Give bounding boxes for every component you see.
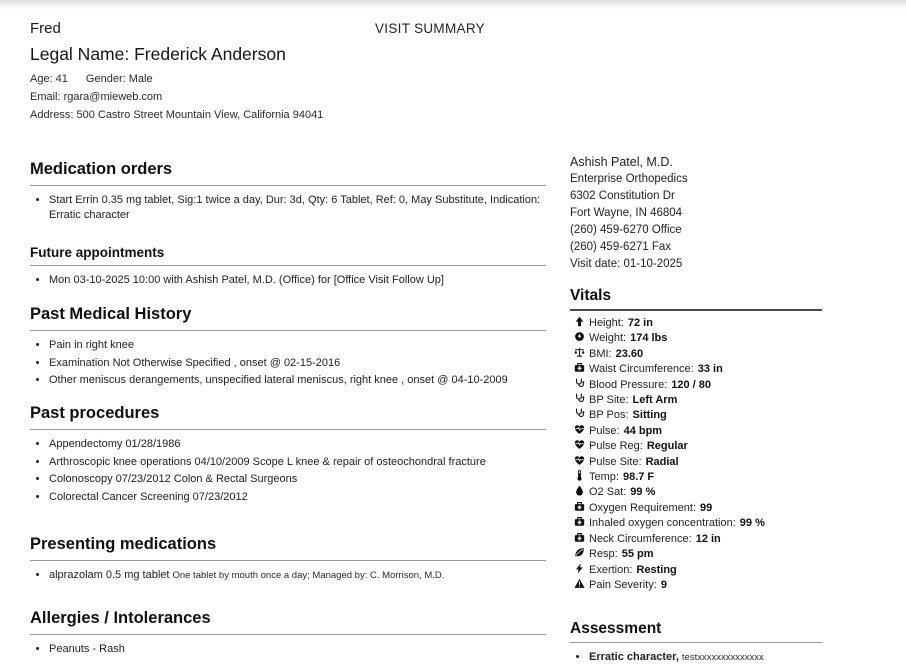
medical-bag-icon xyxy=(574,532,585,543)
section-title: Presenting medications xyxy=(30,535,546,561)
vital-pulse: Pulse: 44 bpm xyxy=(574,424,822,439)
vital-bp-site: BP Site: Left Arm xyxy=(574,393,822,408)
section-medication-orders xyxy=(30,160,546,223)
assessment-title: Assessment xyxy=(570,620,822,643)
vitals-list xyxy=(570,316,822,593)
leaf-icon xyxy=(574,547,585,558)
patient-email-line: Email: rgara@mieweb.com xyxy=(30,91,163,103)
vital-pain-severity: Pain Severity: 9 xyxy=(574,578,822,593)
droplet-icon xyxy=(574,485,585,496)
presenting-medication-item xyxy=(49,568,546,583)
patient-first-name: Fred xyxy=(30,20,61,37)
section-title: Future appointments xyxy=(30,245,546,266)
vital-neck-circumference: Neck Circumference: 12 in xyxy=(574,532,822,547)
vital-height: Height: 72 in xyxy=(574,316,822,331)
provider-street: 6302 Constitution Dr xyxy=(570,190,675,202)
provider-city: Fort Wayne, IN 46804 xyxy=(570,207,683,219)
patient-age: Age: 41 xyxy=(30,73,68,85)
stethoscope-icon xyxy=(574,408,585,419)
vital-resp: Resp: 55 pm xyxy=(574,547,822,562)
section-title: Past procedures xyxy=(30,404,546,430)
heart-pulse-icon xyxy=(574,424,585,435)
warning-icon xyxy=(574,578,585,589)
vital-inhaled-oxygen: Inhaled oxygen concentration: 99 % xyxy=(574,516,822,531)
procedure-item: • Colorectal Cancer Screening 07/23/2012 xyxy=(49,490,546,505)
vital-bp-pos: BP Pos: Sitting xyxy=(574,408,822,423)
provider-name: Ashish Patel, M.D. xyxy=(570,155,673,169)
section-title: Medication orders xyxy=(30,160,546,186)
allergy-item: • Peanuts - Rash xyxy=(49,642,546,657)
procedure-item: • Colonoscopy 07/23/2012 Colon & Rectal Surgeons xyxy=(49,472,546,487)
left-column xyxy=(30,154,546,665)
vital-temp: Temp: 98.7 F xyxy=(574,470,822,485)
section-presenting-medications xyxy=(30,535,546,583)
vital-oxygen-requirement: Oxygen Requirement: 99 xyxy=(574,501,822,516)
medical-bag-icon xyxy=(574,501,585,512)
vital-pulse-site: Pulse Site: Radial xyxy=(574,455,822,470)
medical-bag-icon xyxy=(574,362,585,373)
heart-pulse-icon xyxy=(574,455,585,466)
section-title: Allergies / Intolerances xyxy=(30,609,546,635)
patient-address-line: Address: 500 Castro Street Mountain View, California 94041 xyxy=(30,109,324,121)
assessment-item xyxy=(589,650,822,665)
medication-sig: One tablet by mouth once a day; Managed by: C. Morrison, M.D. xyxy=(172,569,445,581)
patient-age-gender-line xyxy=(30,71,906,88)
vital-weight: Weight: 174 lbs xyxy=(574,331,822,346)
appointment-item: • Mon 03-10-2025 10:00 with Ashish Patel, M.D. (Office) for [Office Visit Follow Up] xyxy=(49,273,546,288)
assessment-diagnosis: Erratic character, xyxy=(589,651,679,664)
procedure-item: • Appendectomy 01/28/1986 xyxy=(49,437,546,452)
section-past-medical-history xyxy=(30,305,546,388)
vital-o2-sat: O2 Sat: 99 % xyxy=(574,485,822,500)
document-title: VISIT SUMMARY xyxy=(375,21,485,36)
arrow-up-icon xyxy=(574,316,585,327)
vital-pulse-reg: Pulse Reg: Regular xyxy=(574,439,822,454)
medication-name: alprazolam 0.5 mg tablet xyxy=(49,568,170,581)
right-column xyxy=(570,154,822,665)
section-future-appointments xyxy=(30,245,546,288)
medication-order-item: • Start Errin 0.35 mg tablet, Sig:1 twice a day, Dur: 3d, Qty: 6 Tablet, Ref: 0, May Substitute, Indication: Erratic character xyxy=(49,193,546,223)
provider-clinic: Enterprise Orthopedics xyxy=(570,173,688,185)
history-item: • Pain in right knee xyxy=(49,338,546,353)
document-header xyxy=(30,20,906,124)
medical-bag-icon xyxy=(574,516,585,527)
stethoscope-icon xyxy=(574,393,585,404)
vital-exertion: Exertion: Resting xyxy=(574,563,822,578)
patient-legal-name: Legal Name: Frederick Anderson xyxy=(30,44,286,64)
section-title: Past Medical History xyxy=(30,305,546,331)
assessment-note: testxxxxxxxxxxxxxx xyxy=(681,652,764,664)
vital-waist-circumference: Waist Circumference: 33 in xyxy=(574,362,822,377)
balance-scale-icon xyxy=(574,347,585,358)
scale-icon xyxy=(574,331,585,342)
heart-pulse-icon xyxy=(574,439,585,450)
visit-date: Visit date: 01-10-2025 xyxy=(570,258,683,270)
lightning-icon xyxy=(574,563,585,574)
section-allergies xyxy=(30,609,546,657)
provider-phone-office: (260) 459-6270 Office xyxy=(570,224,682,236)
stethoscope-icon xyxy=(574,378,585,389)
provider-phone-fax: (260) 459-6271 Fax xyxy=(570,241,672,253)
section-past-procedures xyxy=(30,404,546,505)
vital-blood-pressure: Blood Pressure: 120 / 80 xyxy=(574,378,822,393)
vitals-title: Vitals xyxy=(570,287,822,311)
patient-gender: Gender: Male xyxy=(85,73,153,85)
history-item: • Examination Not Otherwise Specified , onset @ 02-15-2016 xyxy=(49,356,546,371)
provider-block xyxy=(570,154,822,273)
content-columns xyxy=(0,154,906,665)
procedure-item: • Arthroscopic knee operations 04/10/2009 Scope L knee & repair of osteochondral fracture xyxy=(49,455,546,470)
history-item: • Other meniscus derangements, unspecified lateral meniscus, right knee , onset @ 04-10-2009 xyxy=(49,373,546,388)
vital-bmi: BMI: 23.60 xyxy=(574,347,822,362)
thermometer-icon xyxy=(574,470,585,481)
